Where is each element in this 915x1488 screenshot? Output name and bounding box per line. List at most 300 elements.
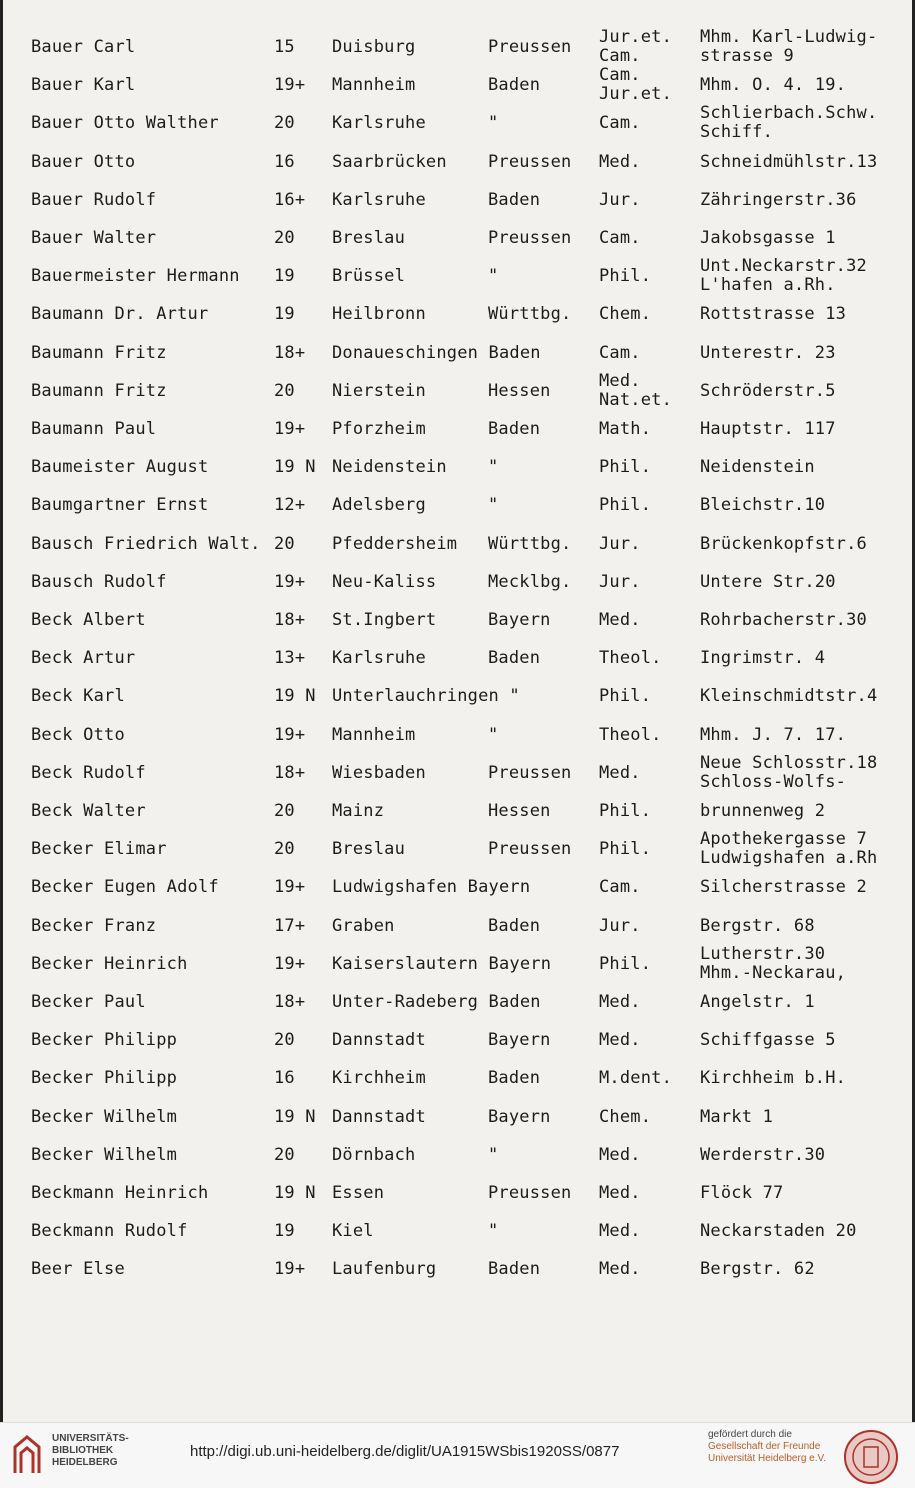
student-name: Becker Philipp: [31, 1030, 178, 1051]
faculty-line: Phil.: [599, 495, 652, 516]
table-row: [3, 410, 915, 448]
semester-count: 18+: [274, 610, 306, 630]
address: [700, 611, 867, 630]
semester-count: 17+: [274, 915, 306, 936]
home-state: Baden: [488, 1259, 541, 1280]
faculty: [599, 573, 641, 592]
table-row: [3, 104, 915, 142]
birthplace: Unter-Radeberg Baden: [332, 992, 541, 1012]
faculty: [599, 420, 651, 439]
birthplace: Adelsberg: [332, 495, 426, 516]
home-state: Hessen: [488, 380, 551, 401]
address: [700, 535, 867, 554]
birthplace: Ludwigshafen Bayern: [332, 877, 531, 898]
student-name: Bauer Otto: [31, 151, 136, 172]
faculty: [599, 267, 651, 286]
faculty: [599, 764, 641, 783]
faculty-line: Med.: [599, 1144, 641, 1165]
semester-count: 20: [274, 113, 295, 134]
address: [700, 305, 846, 324]
home-state: Baden: [488, 915, 541, 936]
student-name: Becker Elimar: [31, 839, 167, 860]
faculty-line: Phil.: [599, 686, 652, 707]
student-name: Becker Wilhelm: [31, 1144, 178, 1165]
semester-count: 18+: [274, 992, 306, 1012]
address-line: Zähringerstr.36: [700, 189, 857, 210]
table-row: [3, 1250, 915, 1288]
address: [700, 1031, 836, 1050]
address: [700, 1222, 857, 1241]
semester-count: 19: [274, 304, 295, 325]
address: [700, 420, 836, 439]
semester-count: 13+: [274, 648, 306, 669]
address: [700, 191, 857, 210]
home-state: Preussen: [488, 762, 572, 783]
faculty-line: Math.: [599, 419, 652, 439]
birthplace: Wiesbaden: [332, 762, 426, 783]
student-name: Becker Eugen Adolf: [31, 877, 219, 898]
semester-count: 12+: [274, 495, 306, 516]
semester-count: 19 N: [274, 686, 316, 707]
address-line: Neidenstein: [700, 457, 815, 478]
university-seal-icon: [843, 1429, 899, 1485]
faculty: [599, 344, 641, 363]
faculty: [599, 878, 641, 897]
address-line: Schloss-Wolfs-: [700, 771, 847, 792]
birthplace: Neidenstein: [332, 457, 447, 478]
student-name: Becker Paul: [31, 992, 146, 1012]
faculty: [599, 802, 651, 821]
student-name: Beck Otto: [31, 724, 125, 745]
birthplace: Breslau: [332, 839, 406, 860]
faculty: [599, 1108, 651, 1127]
address-line: Mhm. O. 4. 19.: [700, 75, 847, 96]
birthplace: Pforzheim: [332, 419, 426, 439]
student-name: Becker Wilhelm: [31, 1106, 178, 1127]
birthplace: Donaueschingen Baden: [332, 342, 541, 363]
faculty: [599, 458, 651, 477]
library-logo-icon: [12, 1433, 42, 1475]
faculty-line: Med.: [599, 992, 641, 1012]
semester-count: 20: [274, 839, 295, 860]
student-name: Bauer Karl: [31, 75, 136, 96]
semester-count: 16: [274, 1068, 295, 1089]
student-name: Bausch Rudolf: [31, 571, 167, 592]
home-state: ": [488, 113, 499, 134]
address-line: Bergstr. 62: [700, 1259, 815, 1280]
student-name: Baumann Paul: [31, 419, 157, 439]
student-name: Beck Albert: [31, 610, 146, 630]
address-line: Apothekergasse 7: [700, 829, 867, 850]
address: [700, 573, 836, 592]
table-row: [3, 1136, 915, 1174]
birthplace: Karlsruhe: [332, 113, 426, 134]
semester-count: 19 N: [274, 457, 316, 478]
address-line: Flöck 77: [700, 1183, 784, 1203]
table-row: [3, 983, 915, 1021]
birthplace: Duisburg: [332, 37, 416, 57]
semester-count: 15: [274, 37, 295, 57]
address: [700, 153, 877, 172]
birthplace: Dannstadt: [332, 1106, 426, 1127]
birthplace: Essen: [332, 1183, 385, 1203]
home-state: ": [488, 457, 499, 478]
table-row: [3, 563, 915, 601]
table-row: [3, 945, 915, 983]
table-row: [3, 639, 915, 677]
address-line: Mhm. Karl-Ludwig-: [700, 27, 878, 47]
address: [700, 1069, 846, 1088]
birthplace: Mannheim: [332, 724, 416, 745]
table-row: [3, 830, 915, 868]
student-name: Beck Walter: [31, 801, 146, 821]
address: [700, 649, 825, 668]
student-name: Beck Artur: [31, 648, 136, 669]
birthplace: Breslau: [332, 228, 406, 248]
home-state: Baden: [488, 1068, 541, 1089]
faculty: [599, 687, 651, 706]
faculty: [599, 114, 641, 133]
faculty: [599, 840, 651, 859]
faculty-line: Med.: [599, 610, 641, 630]
table-row: [3, 1059, 915, 1097]
student-name: Bauer Otto Walther: [31, 113, 219, 134]
birthplace: Graben: [332, 915, 395, 936]
address: [700, 878, 867, 897]
faculty-line: Chem.: [599, 304, 652, 325]
permalink-url[interactable]: http://digi.ub.uni-heidelberg.de/diglit/UA1915WSbis1920SS/0877: [190, 1443, 620, 1460]
birthplace: Kirchheim: [332, 1068, 426, 1089]
faculty-line: Cam.: [599, 46, 641, 66]
faculty-line: Cam.: [599, 113, 641, 134]
home-state: ": [488, 1144, 499, 1165]
birthplace: Kiel: [332, 1221, 374, 1242]
birthplace: Karlsruhe: [332, 648, 426, 669]
faculty: [599, 955, 651, 974]
table-row: [3, 792, 915, 830]
faculty-line: Med.: [599, 151, 641, 172]
faculty: [599, 191, 641, 210]
birthplace: Karlsruhe: [332, 189, 426, 210]
table-row: [3, 525, 915, 563]
faculty-line: Jur.: [599, 571, 641, 592]
student-name: Baumgartner Ernst: [31, 495, 209, 516]
faculty: [599, 1069, 672, 1088]
faculty-line: Med.: [599, 1030, 641, 1051]
address: [700, 257, 867, 295]
birthplace: Mannheim: [332, 75, 416, 96]
address-line: Jakobsgasse 1: [700, 228, 836, 248]
semester-count: 19+: [274, 724, 306, 745]
table-row: [3, 66, 915, 104]
address: [700, 458, 815, 477]
address-line: Mhm.-Neckarau,: [700, 962, 847, 983]
faculty-line: M.dent.: [599, 1068, 673, 1089]
faculty: [599, 1146, 641, 1165]
faculty-line: Med.: [599, 1259, 641, 1280]
faculty: [599, 611, 641, 630]
faculty: [599, 372, 672, 410]
home-state: Baden: [488, 419, 541, 439]
faculty-line: Cam.: [599, 877, 641, 898]
faculty-line: Med.: [599, 1183, 641, 1203]
student-name: Becker Heinrich: [31, 953, 188, 974]
faculty-line: Med.: [599, 370, 641, 391]
faculty-line: Phil.: [599, 457, 652, 478]
table-row: [3, 219, 915, 257]
faculty-line: Jur.: [599, 189, 641, 210]
faculty-line: Med.: [599, 762, 641, 783]
faculty-line: Theol.: [599, 648, 662, 669]
faculty-line: Phil.: [599, 953, 652, 974]
sponsor-text: gefördert durch die Gesellschaft der Freunde Universität Heidelberg e.V.: [708, 1429, 827, 1464]
address-line: Schlierbach.Schw.: [700, 103, 878, 124]
faculty-line: Jur.et.: [599, 27, 673, 47]
table-row: [3, 868, 915, 906]
address-line: Lutherstr.30: [700, 943, 826, 964]
faculty: [599, 535, 641, 554]
address: [700, 76, 846, 95]
address: [700, 104, 877, 142]
faculty: [599, 1184, 641, 1203]
address-line: Rottstrasse 13: [700, 304, 847, 325]
address: [700, 726, 846, 745]
faculty-line: Phil.: [599, 839, 652, 860]
table-row: [3, 1212, 915, 1250]
birthplace: Pfeddersheim: [332, 533, 458, 554]
home-state: Preussen: [488, 1183, 572, 1203]
faculty: [599, 28, 672, 66]
table-row: [3, 372, 915, 410]
faculty: [599, 1031, 641, 1050]
student-name: Beck Rudolf: [31, 762, 146, 783]
student-name: Bauer Rudolf: [31, 189, 157, 210]
birthplace: Brüssel: [332, 266, 406, 287]
address-line: Bleichstr.10: [700, 495, 826, 516]
faculty-line: Jur.et.: [599, 84, 673, 105]
semester-count: 20: [274, 1144, 295, 1165]
birthplace: Mainz: [332, 801, 385, 821]
address-line: Ingrimstr. 4: [700, 648, 826, 669]
faculty-line: Theol.: [599, 724, 662, 745]
semester-count: 19+: [274, 877, 306, 898]
address: [700, 28, 877, 66]
address-line: Unterestr. 23: [700, 342, 836, 363]
home-state: Bayern: [488, 610, 551, 630]
address: [700, 229, 836, 248]
address-line: Schneidmühlstr.13: [700, 151, 878, 172]
address-line: Rohrbacherstr.30: [700, 610, 867, 630]
birthplace: Saarbrücken: [332, 151, 447, 172]
table-row: [3, 601, 915, 639]
faculty: [599, 153, 641, 172]
table-row: [3, 907, 915, 945]
table-row: [3, 677, 915, 715]
semester-count: 19+: [274, 953, 306, 974]
semester-count: 18+: [274, 762, 306, 783]
home-state: Preussen: [488, 37, 572, 57]
address-line: Schiff.: [700, 122, 774, 143]
home-state: Bayern: [488, 1030, 551, 1051]
address-line: Kleinschmidtstr.4: [700, 686, 878, 707]
faculty-line: Cam.: [599, 228, 641, 248]
birthplace: Kaiserslautern Bayern: [332, 953, 552, 974]
faculty: [599, 1260, 641, 1279]
table-row: [3, 1174, 915, 1212]
home-state: Baden: [488, 189, 541, 210]
faculty: [599, 66, 672, 104]
table-row: [3, 754, 915, 792]
home-state: Hessen: [488, 801, 551, 821]
address: [700, 917, 815, 936]
birthplace: Nierstein: [332, 380, 426, 401]
address: [700, 802, 825, 821]
table-row: [3, 716, 915, 754]
faculty: [599, 496, 651, 515]
home-state: ": [488, 724, 499, 745]
faculty: [599, 229, 641, 248]
faculty: [599, 917, 641, 936]
student-name: Bauer Carl: [31, 37, 136, 57]
semester-count: 20: [274, 380, 295, 401]
address: [700, 687, 877, 706]
address-line: strasse 9: [700, 46, 794, 66]
student-name: Beckmann Rudolf: [31, 1221, 188, 1242]
address-line: Neue Schlosstr.18: [700, 752, 878, 773]
birthplace: Dörnbach: [332, 1144, 416, 1165]
student-name: Becker Franz: [31, 915, 157, 936]
address-line: Brückenkopfstr.6: [700, 533, 867, 554]
address-line: L'hafen a.Rh.: [700, 275, 836, 296]
address-line: Hauptstr. 117: [700, 419, 836, 439]
faculty: [599, 726, 662, 745]
table-row: [3, 181, 915, 219]
student-name: Baumann Dr. Artur: [31, 304, 209, 325]
faculty-line: Jur.: [599, 915, 641, 936]
home-state: Preussen: [488, 839, 572, 860]
birthplace: St.Ingbert: [332, 610, 437, 630]
faculty-line: Chem.: [599, 1106, 652, 1127]
table-row: [3, 295, 915, 333]
home-state: ": [488, 495, 499, 516]
address-line: brunnenweg 2: [700, 801, 826, 821]
faculty: [599, 993, 641, 1012]
semester-count: 20: [274, 801, 295, 821]
faculty-line: Phil.: [599, 801, 652, 821]
address: [700, 754, 877, 792]
semester-count: 19+: [274, 1259, 306, 1280]
address-line: Werderstr.30: [700, 1144, 826, 1165]
student-name: Baumann Fritz: [31, 342, 167, 363]
home-state: Württbg.: [488, 304, 572, 325]
address-line: Silcherstrasse 2: [700, 877, 867, 898]
address-line: Schiffgasse 5: [700, 1030, 836, 1051]
student-name: Beckmann Heinrich: [31, 1183, 209, 1203]
library-name: UNIVERSITÄTS- BIBLIOTHEK HEIDELBERG: [52, 1433, 129, 1468]
semester-count: 18+: [274, 342, 306, 363]
student-name: Baumeister August: [31, 457, 209, 478]
address: [700, 344, 836, 363]
semester-count: 19+: [274, 419, 306, 439]
home-state: Bayern: [488, 1106, 551, 1127]
table-row: [3, 143, 915, 181]
address-line: Bergstr. 68: [700, 915, 815, 936]
semester-count: 19+: [274, 75, 306, 96]
semester-count: 16+: [274, 189, 306, 210]
address: [700, 496, 825, 515]
faculty: [599, 649, 662, 668]
address-line: Mhm. J. 7. 17.: [700, 724, 847, 745]
table-row: [3, 257, 915, 295]
address-line: Schröderstr.5: [700, 380, 836, 401]
address: [700, 1108, 773, 1127]
viewer-footer: [0, 1422, 915, 1488]
semester-count: 19 N: [274, 1183, 316, 1203]
address-line: Ludwigshafen a.Rh: [700, 848, 878, 869]
address-line: Kirchheim b.H.: [700, 1068, 847, 1089]
birthplace: Neu-Kaliss: [332, 571, 437, 592]
semester-count: 16: [274, 151, 295, 172]
address: [700, 1184, 783, 1203]
student-name: Bauermeister Hermann: [31, 266, 240, 287]
faculty-line: Nat.et.: [599, 389, 673, 410]
faculty: [599, 305, 651, 324]
address-line: Untere Str.20: [700, 571, 836, 592]
address-line: Neckarstaden 20: [700, 1221, 857, 1242]
student-name: Baumann Fritz: [31, 380, 167, 401]
birthplace: Heilbronn: [332, 304, 426, 325]
faculty: [599, 1222, 641, 1241]
faculty-line: Cam.: [599, 65, 641, 86]
address: [700, 1146, 825, 1165]
home-state: Preussen: [488, 151, 572, 172]
semester-count: 20: [274, 228, 295, 248]
semester-count: 19: [274, 1221, 295, 1242]
address-line: Markt 1: [700, 1106, 774, 1127]
address: [700, 1260, 815, 1279]
table-row: [3, 486, 915, 524]
home-state: ": [488, 1221, 499, 1242]
address-line: Unt.Neckarstr.32: [700, 256, 867, 277]
faculty-line: Jur.: [599, 533, 641, 554]
home-state: Baden: [488, 75, 541, 96]
faculty-line: Phil.: [599, 266, 652, 287]
student-name: Bausch Friedrich Walt.: [31, 533, 261, 554]
student-name: Becker Philipp: [31, 1068, 178, 1089]
table-row: [3, 1021, 915, 1059]
faculty-line: Cam.: [599, 342, 641, 363]
student-name: Bauer Walter: [31, 228, 157, 248]
birthplace: Dannstadt: [332, 1030, 426, 1051]
address-line: Angelstr. 1: [700, 992, 815, 1012]
address: [700, 945, 846, 983]
birthplace: Unterlauchringen ": [332, 686, 520, 707]
home-state: ": [488, 266, 499, 287]
semester-count: 19: [274, 266, 295, 287]
table-row: [3, 448, 915, 486]
home-state: Baden: [488, 648, 541, 669]
semester-count: 20: [274, 1030, 295, 1051]
semester-count: 19+: [274, 571, 306, 592]
semester-count: 19 N: [274, 1106, 316, 1127]
student-name: Beck Karl: [31, 686, 125, 707]
home-state: Württbg.: [488, 533, 572, 554]
home-state: Mecklbg.: [488, 571, 572, 592]
semester-count: 20: [274, 533, 295, 554]
address: [700, 993, 815, 1012]
faculty-line: Med.: [599, 1221, 641, 1242]
table-row: [3, 1098, 915, 1136]
